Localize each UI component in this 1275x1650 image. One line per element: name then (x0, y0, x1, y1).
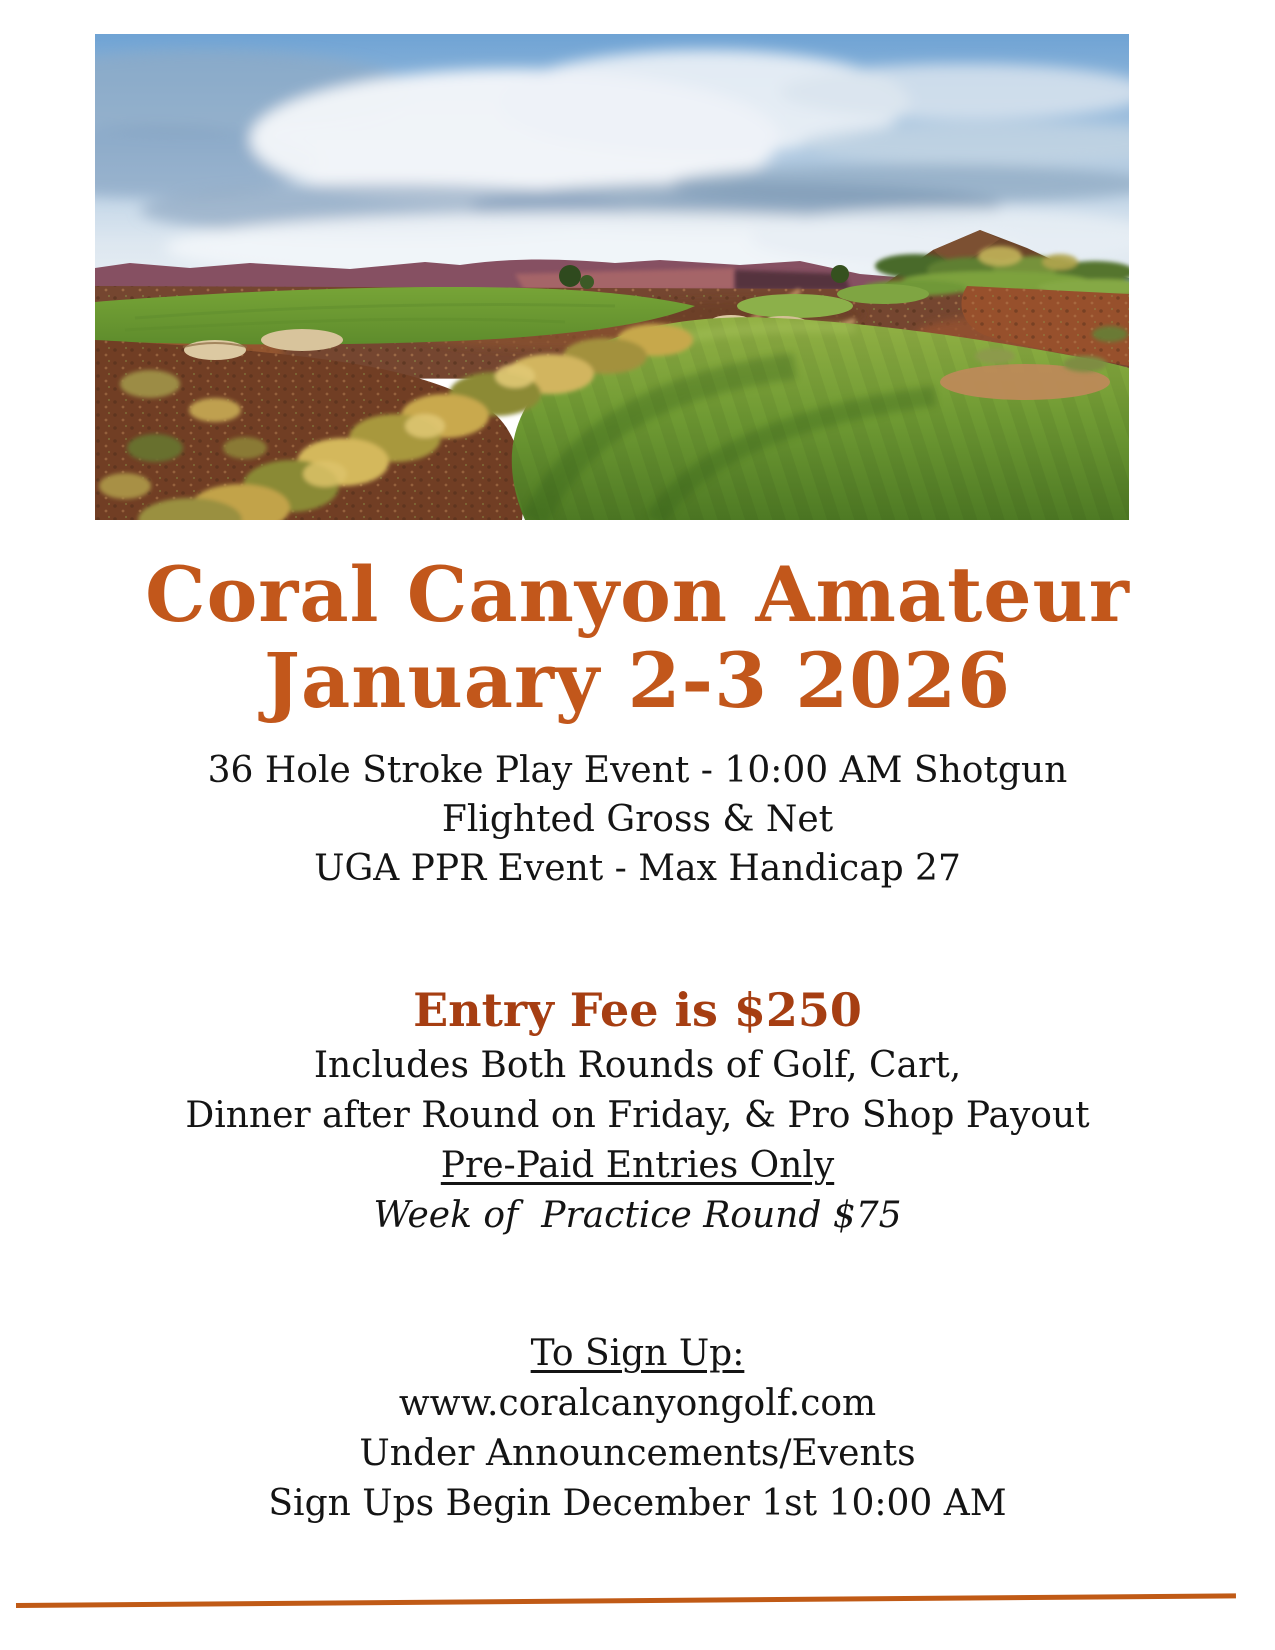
footer-divider-rule (16, 1593, 1236, 1607)
event-title-line2: January 2-3 2026 (264, 636, 1011, 725)
entry-includes-line2: Dinner after Round on Friday, & Pro Shop Payout (185, 1095, 1090, 1136)
handicap-line: UGA PPR Event - Max Handicap 27 (314, 848, 961, 889)
event-format-line: 36 Hole Stroke Play Event - 10:00 AM Shotgun (207, 750, 1068, 791)
flyer-content (0, 552, 1275, 1529)
entry-fee-heading: Entry Fee is $250 (413, 983, 862, 1037)
prepaid-notice: Pre-Paid Entries Only (440, 1145, 835, 1186)
event-title (0, 552, 1275, 724)
signup-heading: To Sign Up: (530, 1333, 745, 1374)
flighting-line: Flighted Gross & Net (441, 799, 834, 840)
entry-fee-section (0, 983, 1275, 1241)
signup-start-line: Sign Ups Begin December 1st 10:00 AM (268, 1483, 1007, 1524)
signup-section (0, 1329, 1275, 1529)
entry-includes-line1: Includes Both Rounds of Golf, Cart, (313, 1045, 962, 1086)
event-details (0, 746, 1275, 893)
golf-course-photo (95, 34, 1129, 520)
signup-website: www.coralcanyongolf.com (398, 1383, 877, 1424)
practice-round-note: Week of Practice Round $75 (373, 1195, 902, 1236)
signup-location-line: Under Announcements/Events (359, 1433, 916, 1474)
event-title-line1: Coral Canyon Amateur (145, 550, 1130, 639)
